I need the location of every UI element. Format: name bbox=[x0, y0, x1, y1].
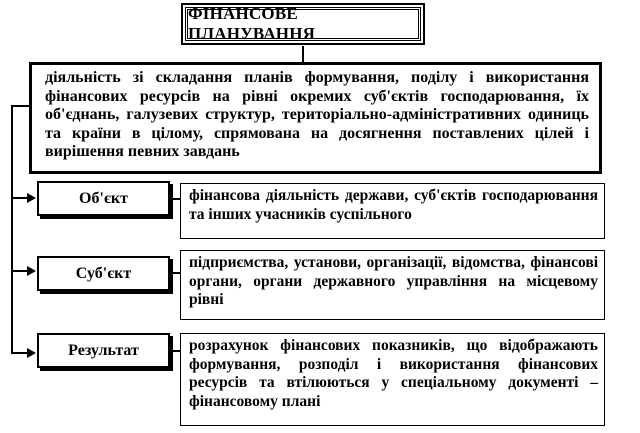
description-result: розрахунок фінансових показників, що відображають формування, розподіл і використання фінансових ресурсів та втілюються у спеціальному документі – фінансовому плані bbox=[180, 333, 605, 426]
connector-subject bbox=[170, 272, 180, 274]
label-subject: Суб'єкт bbox=[37, 256, 170, 291]
description-object: фінансова діяльність держави, суб'єктів господарювання та інших учасників суспільного bbox=[180, 183, 605, 239]
description-subject: підприємства, установи, організації, відомства, фінансові органи, органи державного управління на місцевому рівні bbox=[180, 250, 605, 320]
label-object: Об'єкт bbox=[37, 181, 170, 216]
connector-result bbox=[170, 350, 180, 352]
definition-box: діяльність зі складання планів формування, поділу і використання фінансових ресурсів на рівні окремих суб'єктів господарювання, їх об'єднань, галузевих структур, територіально-адміністративних одиниць та країни в цілому, спрямована на досягнення поставлених цілей і вирішення певних завдань bbox=[29, 62, 602, 174]
connector-title-definition bbox=[302, 46, 304, 62]
diagram-title: ФІНАНСОВЕ ПЛАНУВАННЯ bbox=[185, 7, 421, 41]
left-spine bbox=[11, 105, 13, 353]
connector-object bbox=[170, 198, 180, 200]
arrow-head-subject bbox=[27, 266, 36, 276]
arrow-head-object bbox=[27, 193, 36, 203]
arrow-head-result bbox=[27, 348, 36, 358]
label-result: Результат bbox=[37, 333, 170, 368]
spine-to-definition bbox=[11, 105, 29, 107]
